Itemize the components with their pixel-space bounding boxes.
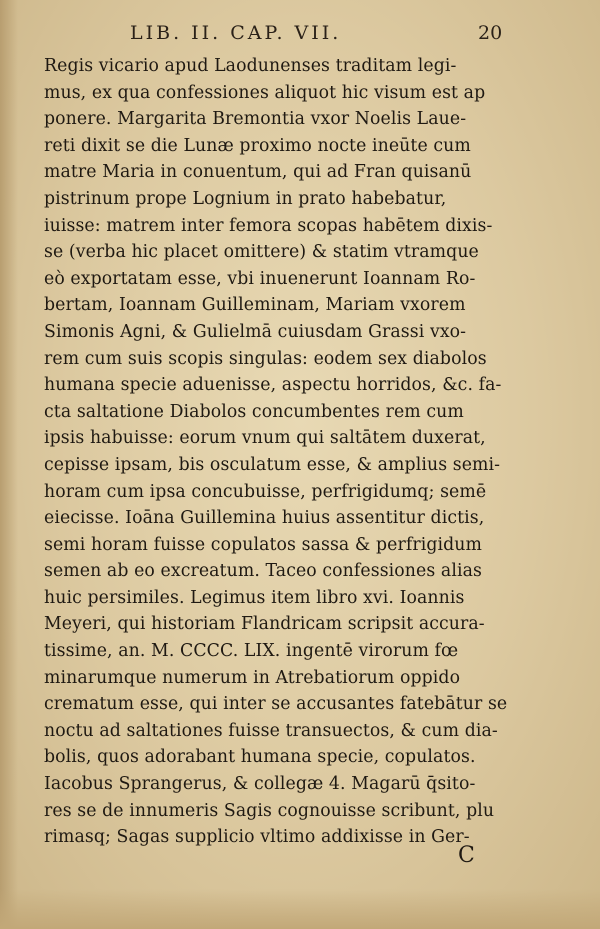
text-line: rem cum suis scopis singulas: eodem sex diabolos (44, 348, 487, 369)
page-number: 20 (478, 22, 503, 44)
text-line: ipsis habuisse: eorum vnum qui saltātem duxerat, (44, 428, 486, 449)
text-line: tissime, an. M. CCCC. LIX. ingentē virorum fœ (44, 641, 459, 662)
text-line: minarumque numerum in Atrebatiorum oppido (44, 667, 461, 688)
signature-mark: C (458, 843, 475, 868)
text-line: iuisse: matrem inter femora scopas habētem dixis- (44, 215, 493, 236)
body-text (44, 53, 554, 851)
text-line: pistrinum prope Lognium in prato habebatur, (44, 188, 447, 209)
text-line: noctu ad saltationes fuisse transuectos, & cum dia- (44, 720, 498, 741)
text-line: Meyeri, qui historiam Flandricam scripsit accura- (44, 614, 485, 635)
text-line: cepisse ipsam, bis osculatum esse, & amplius semi- (44, 454, 501, 475)
text-line: horam cum ipsa concubuisse, perfrigidumq; semē (44, 481, 487, 502)
text-line: reti dixit se die Lunæ proximo nocte ineūte cum (44, 135, 471, 156)
text-line: humana specie aduenisse, aspectu horridos, &c. fa- (44, 375, 502, 396)
text-line: Regis vicario apud Laodunenses traditam legi- (44, 56, 457, 76)
text-line: matre Maria in conuentum, qui ad Fran quisanū (44, 162, 472, 183)
text-line: semen ab eo excreatum. Taceo confessiones alias (44, 561, 482, 582)
text-line: bolis, quos adorabant humana specie, copulatos. (44, 747, 476, 768)
page-edge-shadow-bottom (0, 889, 600, 929)
text-line: ponere. Margarita Bremontia vxor Noelis Laue- (44, 109, 467, 130)
text-line: Iacobus Sprangerus, & collegæ 4. Magarū q̄sito- (44, 774, 476, 795)
text-line: cta saltatione Diabolos concumbentes rem cum (44, 401, 464, 422)
text-line: res se de innumeris Sagis cognouisse scribunt, plu (44, 800, 495, 821)
text-line: eò exportatam esse, vbi inuenerunt Ioannam Ro- (44, 268, 476, 289)
text-line: crematum esse, qui inter se accusantes fatebātur se (44, 694, 508, 715)
text-line: rimasq; Sagas supplicio vltimo addixisse in Ger- (44, 827, 470, 848)
page-edge-shadow-left (0, 0, 18, 929)
text-line: se (verba hic placet omittere) & statim vtramque (44, 242, 479, 263)
text-line: eiecisse. Ioāna Guillemina huius assentitur dictis, (44, 508, 485, 529)
text-line: mus, ex qua confessiones aliquot hic visum est ap (44, 82, 486, 103)
running-head: LIB. II. CAP. VII. (130, 22, 342, 44)
text-line: huic persimiles. Legimus item libro xvi. Ioannis (44, 587, 465, 608)
text-line: bertam, Ioannam Guilleminam, Mariam vxorem (44, 295, 466, 316)
text-line: Simonis Agni, & Gulielmā cuiusdam Grassi vxo- (44, 321, 467, 342)
text-line: semi horam fuisse copulatos sassa & perfrigidum (44, 534, 482, 555)
